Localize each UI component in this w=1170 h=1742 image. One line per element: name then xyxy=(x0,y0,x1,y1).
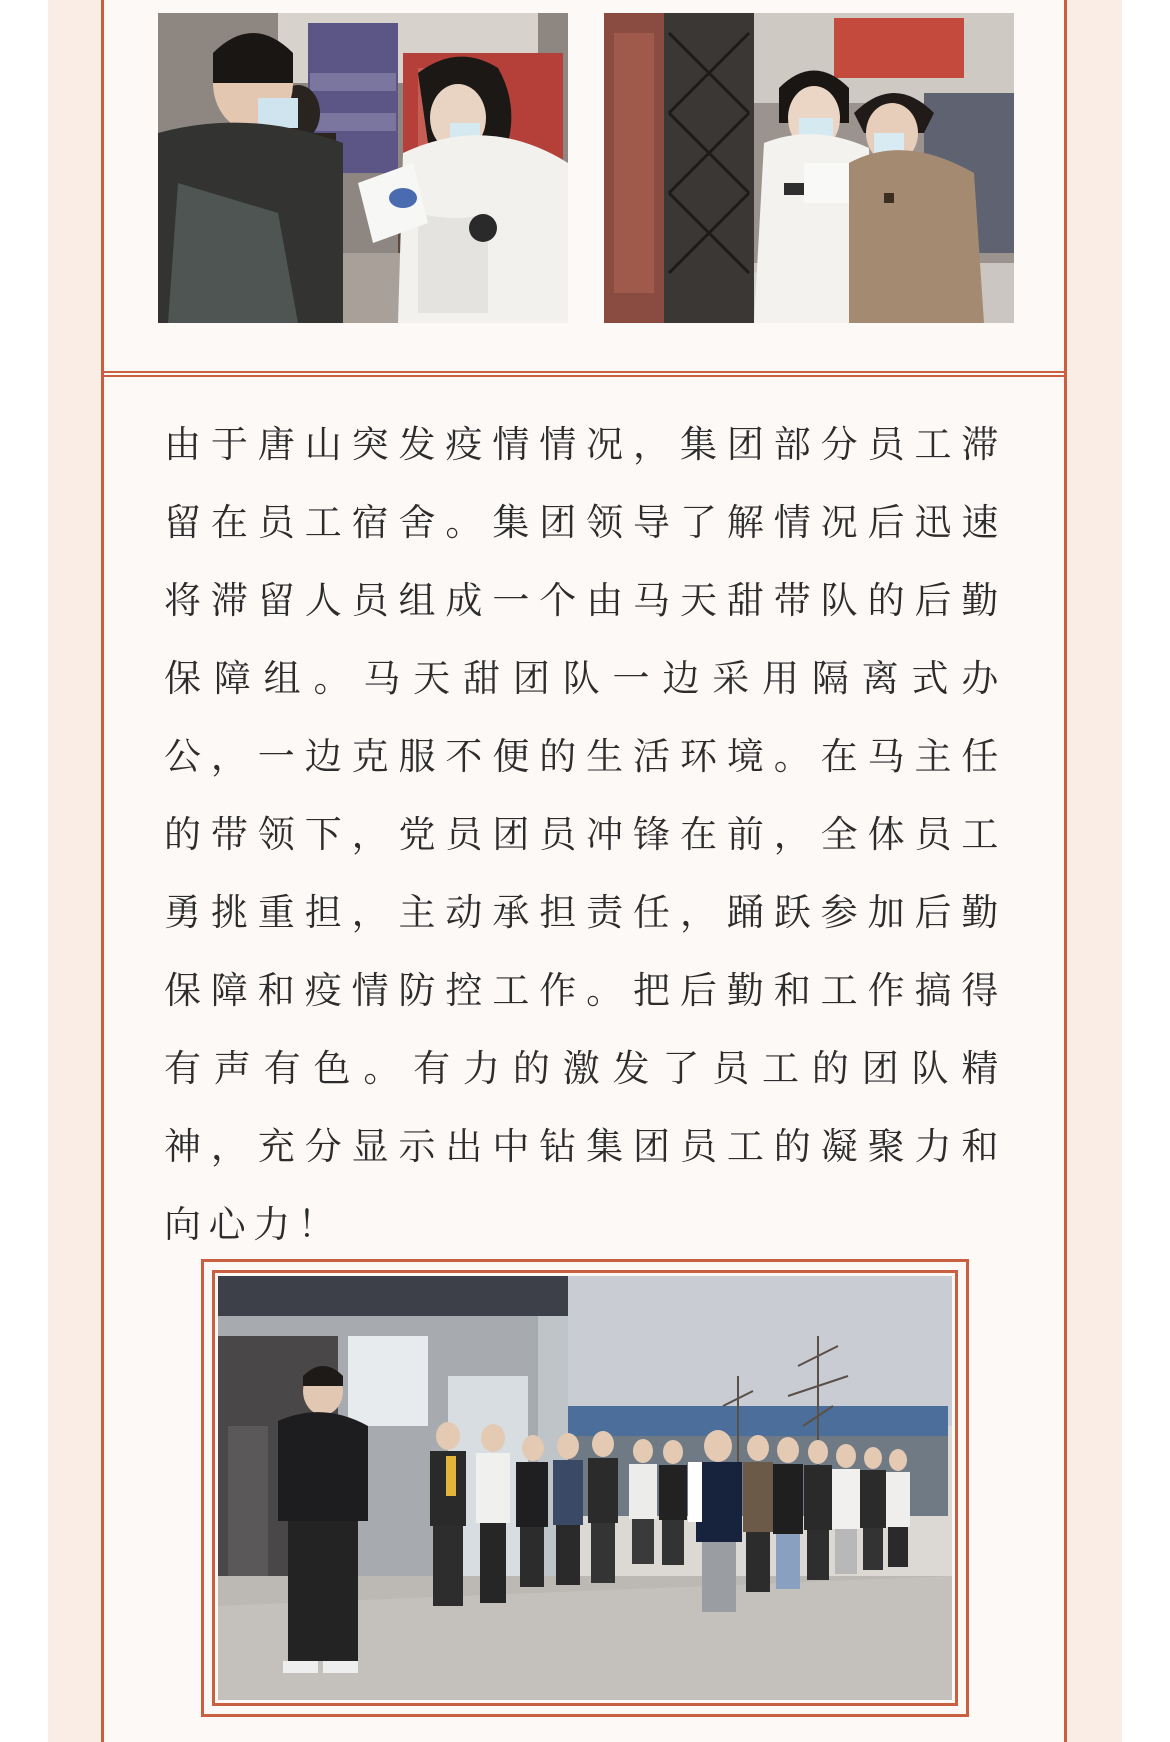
photo-document-check-left xyxy=(158,13,568,323)
photo-document-check-right xyxy=(604,13,1014,323)
section-divider xyxy=(101,371,1067,377)
article-paragraph: 由于唐山突发疫情情况，集团部分员工滞留在员工宿舍。集团领导了解情况后迅速将滞留人员组成一个由马天甜带队的后勤保障组。马天甜团队一边采用隔离式办公，一边克服不便的生活环境。在马主任的带领下，党员团员冲锋在前，全体员工勇挑重担，主动承担责任，踊跃参加后勤保障和疫情防控工作。把后勤和工作搞得有声有色。有力的激发了员工的团队精神，充分显示出中钻集团员工的凝聚力和向心力！ xyxy=(164,423,1006,1246)
photo-group-lineup xyxy=(218,1276,952,1700)
